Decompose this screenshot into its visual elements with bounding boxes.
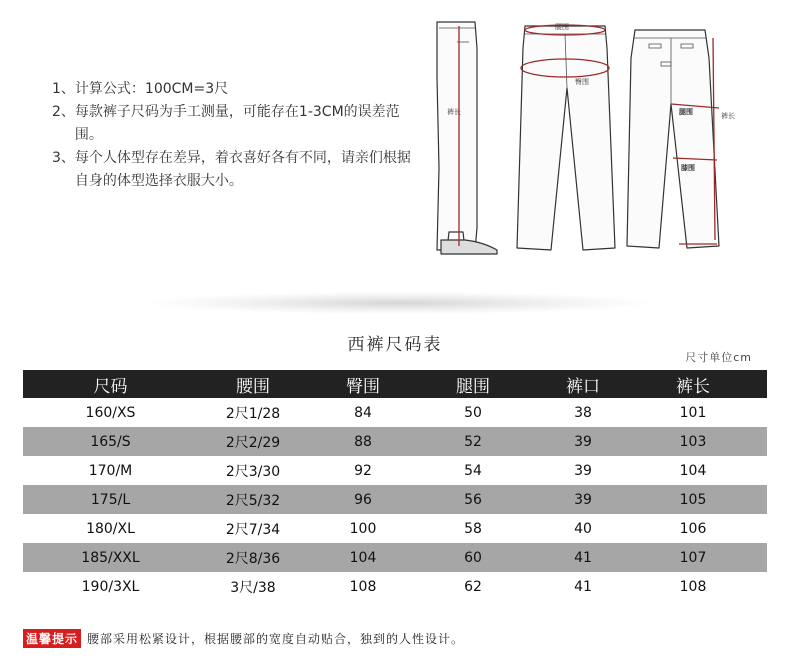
cell-thigh: 54 xyxy=(464,462,482,479)
cell-hip: 104 xyxy=(349,549,377,566)
note-text: 计算公式：100CM=3尺 xyxy=(74,81,229,97)
note-text: 每个人体型存在差异，着衣喜好各有不同，请亲们根据自身的体型选择衣服大小。 xyxy=(74,150,411,189)
cell-size: 160/XS xyxy=(85,404,136,421)
cell-waist: 2尺8/36 xyxy=(225,550,281,567)
cell-waist: 2尺3/30 xyxy=(225,463,281,480)
cell-thigh: 56 xyxy=(464,491,482,508)
tip xyxy=(23,629,464,648)
cell-hem: 39 xyxy=(574,462,592,479)
note-number: 3、 xyxy=(52,150,75,166)
cell-hem: 38 xyxy=(574,404,592,421)
cell-size: 185/XXL xyxy=(81,549,140,566)
note-2 xyxy=(52,101,412,147)
cell-thigh: 62 xyxy=(464,578,482,595)
cell-length: 108 xyxy=(679,578,707,595)
note-1 xyxy=(52,78,412,101)
divider-shadow xyxy=(150,292,650,314)
back-pants-length-label: 裤长 xyxy=(721,112,735,120)
cell-thigh: 60 xyxy=(464,549,482,566)
note-3 xyxy=(52,147,412,193)
unit-label: 尺寸单位cm xyxy=(685,351,752,364)
table-row xyxy=(23,427,767,456)
table-row xyxy=(23,398,767,427)
header-size: 尺码 xyxy=(93,376,128,397)
table-row xyxy=(23,543,767,572)
cell-hip: 92 xyxy=(354,462,372,479)
cell-hip: 96 xyxy=(354,491,372,508)
pants-back-view xyxy=(627,30,719,248)
cell-thigh: 50 xyxy=(464,404,482,421)
header-hem: 裤口 xyxy=(566,376,600,397)
header-length: 裤长 xyxy=(676,376,710,397)
cell-size: 190/3XL xyxy=(81,578,140,595)
tip-text: 腰部采用松紧设计，根据腰部的宽度自动贴合，独到的人性设计。 xyxy=(87,632,465,646)
header-waist: 腰围 xyxy=(236,376,270,397)
cell-waist: 2尺1/28 xyxy=(225,405,281,422)
cell-hem: 40 xyxy=(574,520,592,537)
table-row xyxy=(23,485,767,514)
header-hip: 臀围 xyxy=(346,376,380,397)
knee-label: 膝围 xyxy=(681,164,695,172)
cell-size: 180/XL xyxy=(86,520,135,537)
cell-waist: 2尺5/32 xyxy=(225,492,281,509)
cell-thigh: 52 xyxy=(464,433,482,450)
note-number: 1、 xyxy=(52,81,75,97)
cell-length: 105 xyxy=(679,491,707,508)
table-header-row xyxy=(23,370,767,398)
cell-length: 103 xyxy=(679,433,707,450)
cell-waist: 3尺/38 xyxy=(230,579,276,596)
cell-hip: 108 xyxy=(349,578,377,595)
cell-length: 106 xyxy=(679,520,707,537)
pants-length-label: 裤长 xyxy=(447,108,461,116)
cell-hem: 41 xyxy=(574,549,592,566)
pants-measurement-diagram xyxy=(425,18,765,260)
cell-size: 175/L xyxy=(90,491,131,508)
cell-hem: 39 xyxy=(574,491,592,508)
header-thigh: 腿围 xyxy=(456,376,490,397)
shoe xyxy=(441,240,497,254)
tip-badge: 温馨提示 xyxy=(23,629,81,648)
cell-thigh: 58 xyxy=(464,520,482,537)
cell-hem: 39 xyxy=(574,433,592,450)
cell-length: 104 xyxy=(679,462,707,479)
cell-hem: 41 xyxy=(574,578,592,595)
waist-label: 腰围 xyxy=(555,23,569,31)
hip-label: 臀围 xyxy=(575,78,589,86)
cell-hip: 84 xyxy=(354,404,372,421)
pants-side-view xyxy=(437,22,477,250)
cell-length: 101 xyxy=(679,404,707,421)
thigh-label: 腿围 xyxy=(679,108,693,116)
size-table xyxy=(23,370,767,601)
cell-size: 170/M xyxy=(88,462,133,479)
cell-length: 107 xyxy=(679,549,707,566)
note-number: 2、 xyxy=(52,104,75,120)
table-row xyxy=(23,572,767,601)
table-row xyxy=(23,456,767,485)
cell-waist: 2尺7/34 xyxy=(225,521,281,538)
cell-size: 165/S xyxy=(90,433,131,450)
table-title: 西裤尺码表 xyxy=(347,335,443,355)
note-text: 每款裤子尺码为手工测量，可能存在1-3CM的误差范围。 xyxy=(74,104,400,143)
table-row xyxy=(23,514,767,543)
cell-waist: 2尺2/29 xyxy=(225,434,281,451)
measurement-notes xyxy=(52,78,412,193)
cell-hip: 100 xyxy=(349,520,377,537)
cell-hip: 88 xyxy=(354,433,372,450)
